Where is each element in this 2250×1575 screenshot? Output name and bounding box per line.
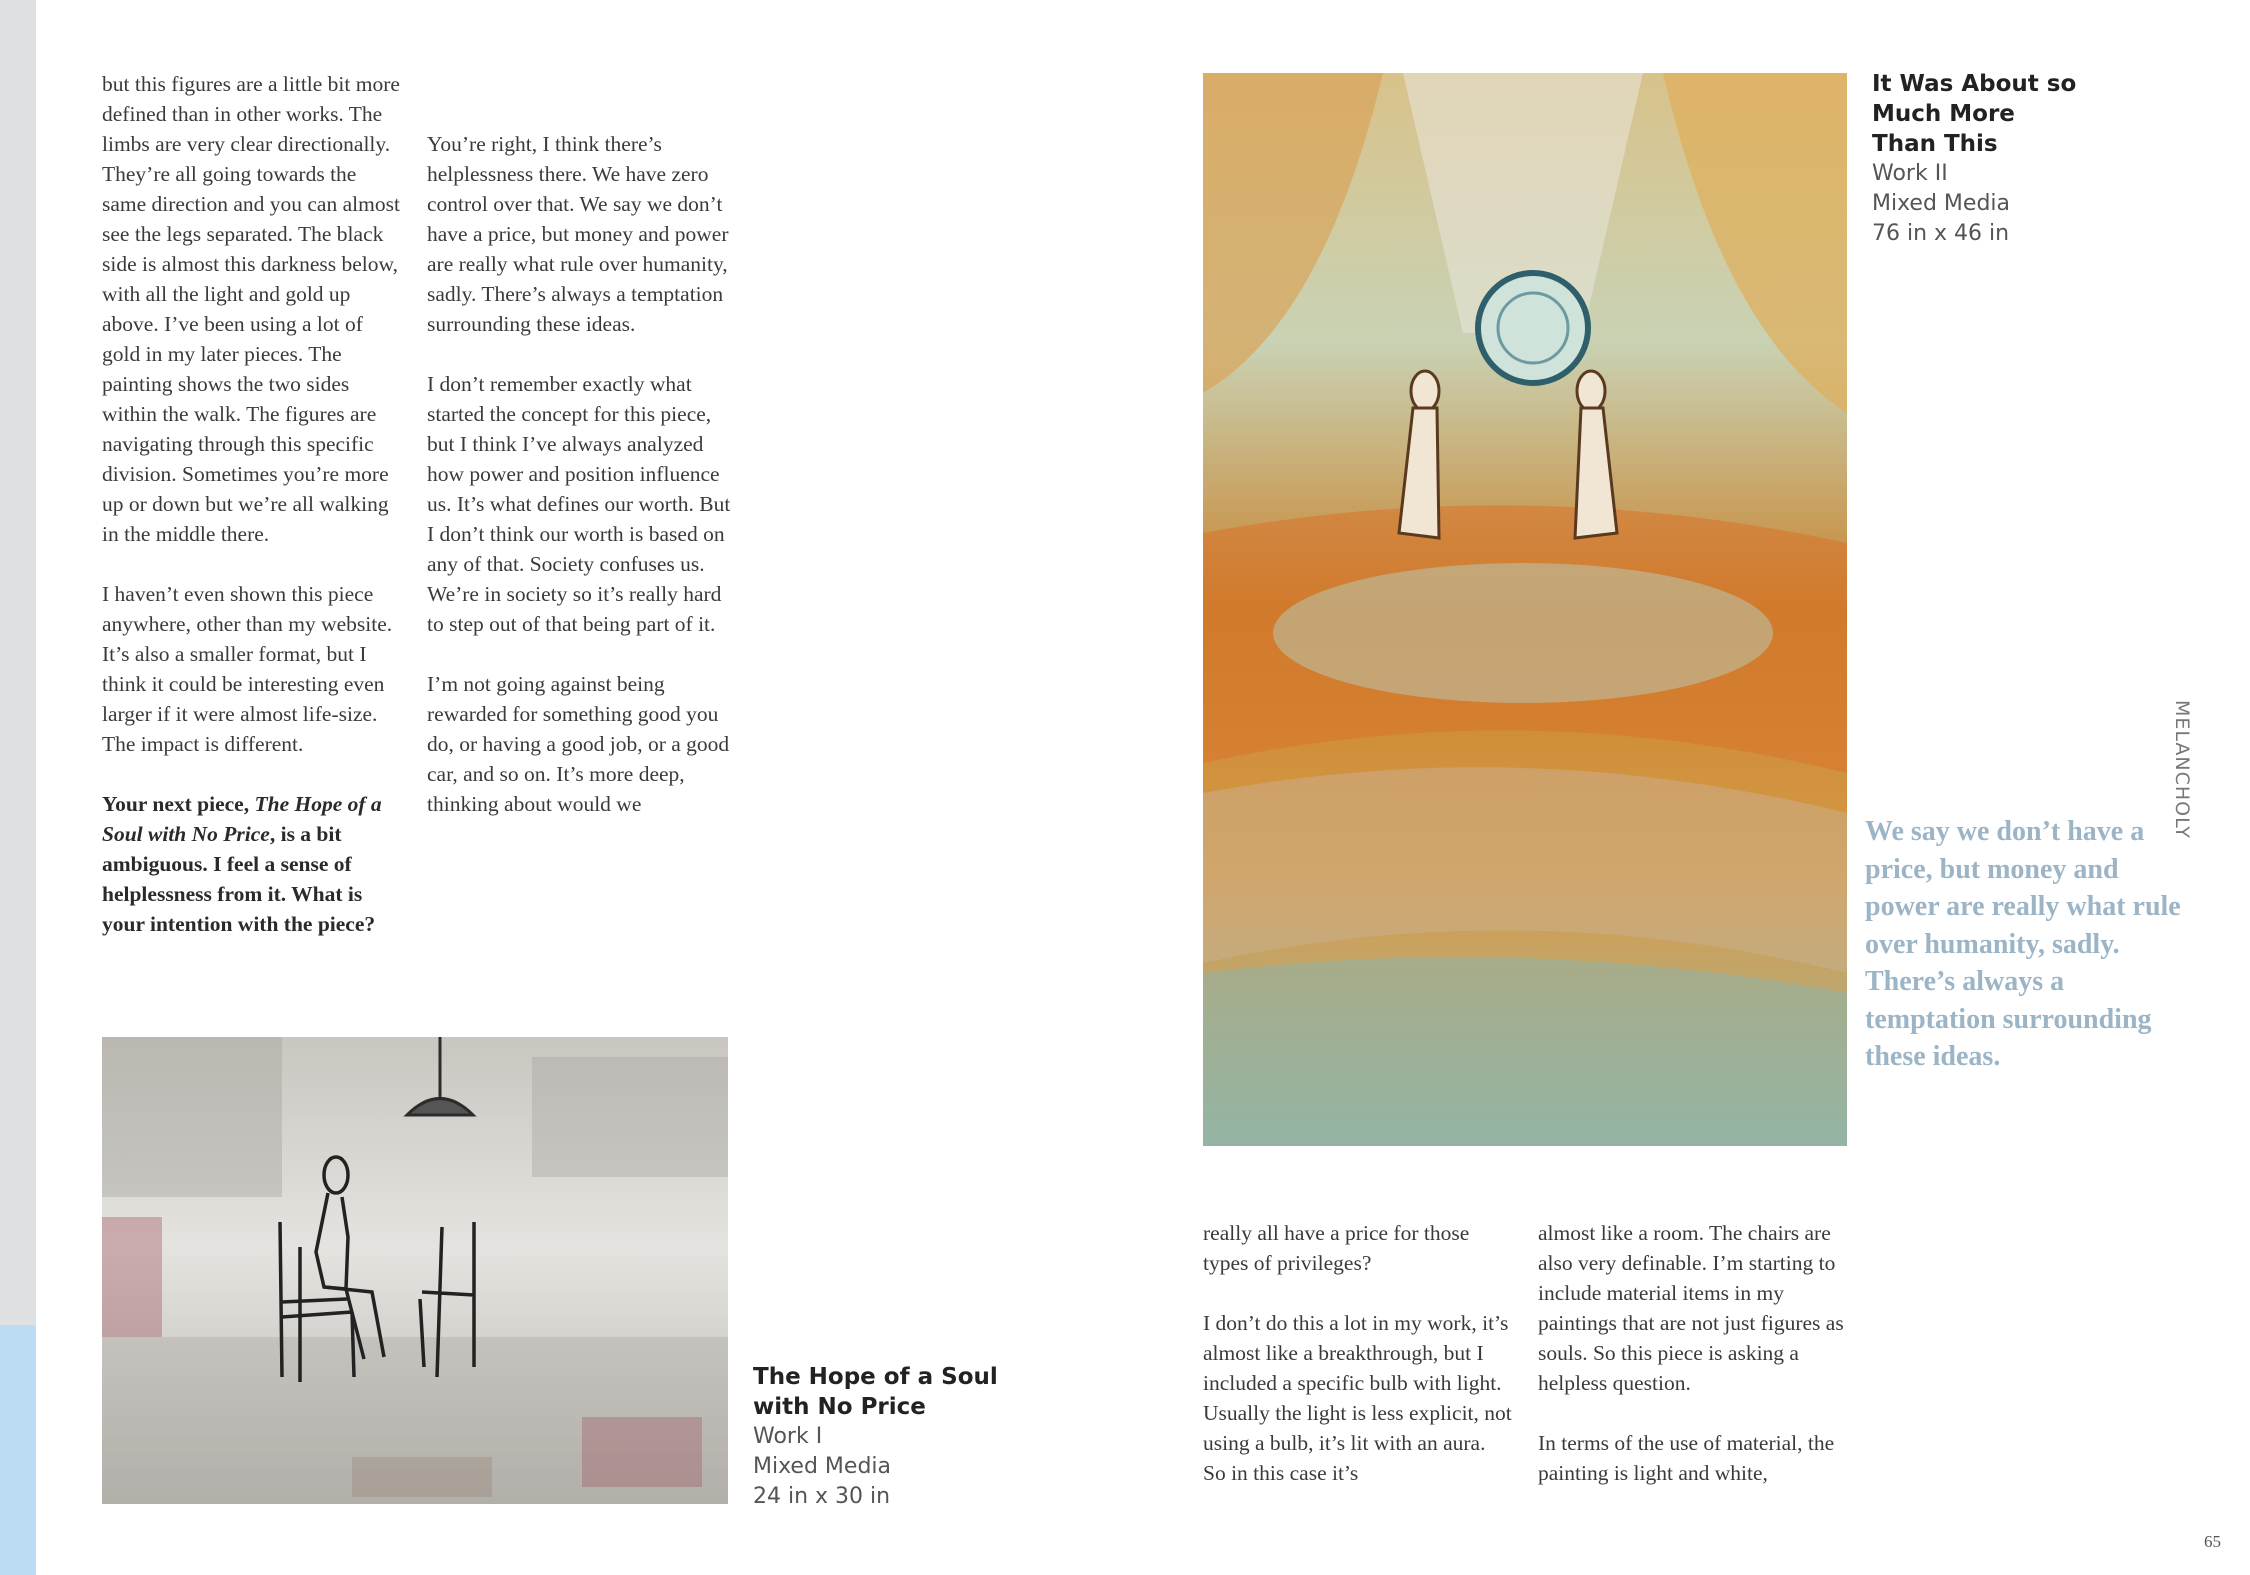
artwork-work-number: Work II (1872, 161, 1948, 186)
artwork-caption-work-1 (753, 1362, 1013, 1512)
question-artwork-title: The Hope of a Soul with No Price (102, 792, 382, 846)
paragraph: but this figures are a little bit more defined than in other works. The limbs are very clear directionally. They’re all going towards the same direction and you can almost see the legs separated. The black side is almost this darkness below, with all the light and gold up above. I’ve been using a lot of gold in my later pieces. The painting shows the two sides within the walk. The figures are navigating through this specific division. Sometimes you’re more up or down but we’re all walking in the middle there. (102, 72, 400, 546)
artwork-title: The Hope of a Soul with No Price (753, 1364, 998, 1420)
artwork-medium: Mixed Media (753, 1454, 892, 1479)
interview-question (102, 789, 402, 939)
artwork-medium: Mixed Media (1872, 191, 2011, 216)
pull-quote: We say we don’t have a price, but money and power are really what rule over humanity, sadly. There’s always a temptation surrounding these ideas. (1865, 816, 2181, 1072)
right-column-2 (1538, 1218, 1858, 1488)
section-label: MELANCHOLY (2171, 700, 2193, 839)
artwork-work-number: Work I (753, 1424, 823, 1449)
paragraph: I don’t remember exactly what started the concept for this piece, but I think I’ve always analyzed how power and position influence us. It’s what defines our worth. But I don’t think our worth is based on any of that. Society confuses us. We’re in society so it’s really hard to step out of that being part of it. (427, 372, 731, 636)
page-edge-strip (0, 0, 36, 1325)
paragraph: You’re right, I think there’s helplessness there. We have zero control over that. We say we don’t have a price, but money and power are really what rule over humanity, sadly. There’s always a temptation surrounding these ideas. (427, 132, 729, 336)
paragraph: In terms of the use of material, the painting is light and white, (1538, 1431, 1835, 1485)
page-edge-accent (0, 1325, 36, 1575)
paragraph: almost like a room. The chairs are also very definable. I’m starting to include material items in my paintings that are not just figures as souls. So this piece is asking a helpless question. (1538, 1221, 1844, 1395)
paragraph: really all have a price for those types of privileges? (1203, 1221, 1470, 1275)
left-column-2 (427, 129, 732, 819)
paragraph: I don’t do this a lot in my work, it’s almost like a breakthrough, but I included a specific bulb with light. Usually the light is less explicit, not using a bulb, it’s lit with an aura. So in this case it’s (1203, 1311, 1512, 1485)
page-number: 65 (2204, 1532, 2221, 1551)
left-column-1 (102, 69, 402, 939)
artwork-title: It Was About so Much More Than This (1872, 71, 2077, 157)
paragraph: I haven’t even shown this piece anywhere, other than my website. It’s also a smaller format, but I think it could be interesting even larger if it were almost life-size. The impact is different. (102, 582, 393, 756)
artwork-dimensions: 76 in x 46 in (1872, 221, 2010, 246)
artwork-image-work-1 (102, 1037, 728, 1504)
paragraph: I’m not going against being rewarded for something good you do, or having a good job, or a good car, and so on. It’s more deep, thinking about would we (427, 672, 730, 816)
artwork-image-work-2 (1203, 73, 1847, 1146)
right-column-1 (1203, 1218, 1513, 1488)
question-text: Your next piece, (102, 792, 255, 816)
artwork-dimensions: 24 in x 30 in (753, 1484, 891, 1509)
question-text: , is a bit ambiguous. I feel a sense of helplessness from it. What is your intention with the piece? (102, 822, 376, 936)
artwork-caption-work-2 (1872, 69, 2082, 249)
